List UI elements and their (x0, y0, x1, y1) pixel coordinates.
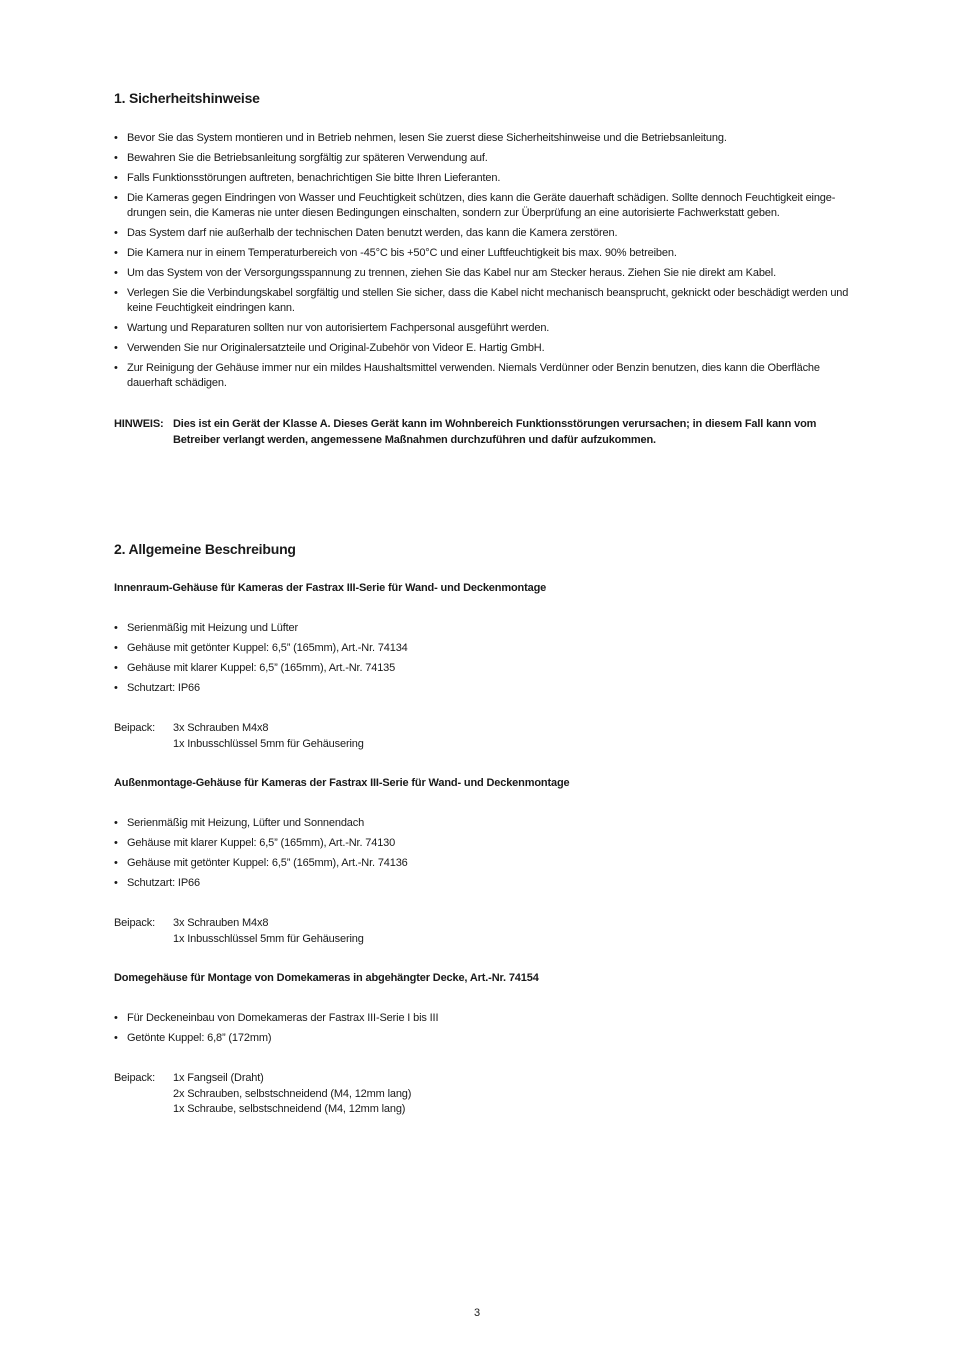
outdoor-housing-features (114, 816, 854, 896)
list-item: • Gehäuse mit klarer Kuppel: 6,5” (165mm), Art.-Nr. 74135 (114, 661, 854, 676)
list-item: • Getönte Kuppel: 6,8” (172mm) (114, 1031, 854, 1046)
package-line: 1x Inbusschlüssel 5mm für Gehäusering (173, 932, 364, 945)
dome-housing-package (114, 1071, 411, 1118)
list-item: • Zur Reinigung der Gehäuse immer nur ein mildes Haushaltsmittel verwenden. Niemals Verdünner oder Benzin benutzen, dies kann die Oberfläche dauerhaft schädigen. (114, 361, 854, 391)
list-item: • Verwenden Sie nur Originalersatzteile und Original-Zubehör von Videor E. Hartig GmbH. (114, 341, 854, 356)
list-item: • Gehäuse mit getönter Kuppel: 6,5” (165mm), Art.-Nr. 74134 (114, 641, 854, 656)
section-1-title: 1. Sicherheitshinweise (114, 90, 260, 106)
list-item: • Um das System von der Versorgungsspannung zu trennen, ziehen Sie das Kabel nur am Stecker heraus. Ziehen Sie nie direkt am Kabel. (114, 266, 854, 281)
list-item: • Gehäuse mit klarer Kuppel: 6,5” (165mm), Art.-Nr. 74130 (114, 836, 854, 851)
list-item: • Für Deckeneinbau von Domekameras der Fastrax III-Serie I bis III (114, 1011, 854, 1026)
package-line: 1x Schraube, selbstschneidend (M4, 12mm lang) (173, 1103, 406, 1115)
list-item: • Wartung und Reparaturen sollten nur von autorisiertem Fachpersonal ausgeführt werden. (114, 321, 854, 336)
indoor-housing-heading: Innenraum-Gehäuse für Kameras der Fastrax III-Serie für Wand- und Deckenmontage (114, 582, 547, 594)
list-item: • Verlegen Sie die Verbindungskabel sorgfältig und stellen Sie sicher, dass die Kabel nicht mechanisch beansprucht, geknickt oder beschädigt werden und keine Feuchtigkeit eindringen kann. (114, 286, 854, 316)
indoor-housing-features (114, 621, 854, 701)
package-line: 1x Inbusschlüssel 5mm für Gehäusering (173, 737, 364, 750)
package-line: 1x Fangseil (Draht) (173, 1072, 264, 1084)
list-item: • Serienmäßig mit Heizung, Lüfter und Sonnendach (114, 816, 854, 831)
list-item: • Das System darf nie außerhalb der technischen Daten benutzt werden, das kann die Kamera zerstören. (114, 226, 854, 241)
outdoor-housing-heading: Außenmontage-Gehäuse für Kameras der Fastrax III-Serie für Wand- und Deckenmontage (114, 777, 570, 789)
indoor-housing-package (114, 721, 364, 752)
safety-bullet-list (114, 131, 854, 396)
package-line: 2x Schrauben, selbstschneidend (M4, 12mm lang) (173, 1087, 412, 1100)
package-line: 3x Schrauben M4x8 (173, 917, 269, 929)
list-item: • Die Kamera nur in einem Temperaturbereich von -45°C bis +50°C und einer Luftfeuchtigkeit bis max. 90% betreiben. (114, 246, 854, 261)
notice-label: HINWEIS: (114, 418, 164, 430)
class-a-notice (114, 416, 864, 448)
package-label: Beipack: (114, 722, 155, 734)
list-item: • Bevor Sie das System montieren und in Betrieb nehmen, lesen Sie zuerst diese Sicherheitshinweise und die Betriebsanleitung. (114, 131, 854, 146)
list-item: • Die Kameras gegen Eindringen von Wasser und Feuchtigkeit schützen, dies kann die Geräte dauerhaft schädigen. Sollte dennoch Feuchtigkeit einge-drungen sein, die Kameras nie unter diesen Bedingungen einschalten, sondern zur Überprüfung an eine autorisierte Fachwerkstatt geben. (114, 191, 854, 221)
list-item: • Schutzart: IP66 (114, 681, 854, 696)
section-2-title: 2. Allgemeine Beschreibung (114, 541, 296, 557)
outdoor-housing-package (114, 916, 364, 947)
list-item: • Serienmäßig mit Heizung und Lüfter (114, 621, 854, 636)
package-label: Beipack: (114, 1072, 155, 1084)
page-number: 3 (473, 1307, 481, 1319)
list-item: • Bewahren Sie die Betriebsanleitung sorgfältig zur späteren Verwendung auf. (114, 151, 854, 166)
list-item: • Falls Funktionsstörungen auftreten, benachrichtigen Sie bitte Ihren Lieferanten. (114, 171, 854, 186)
dome-housing-heading: Domegehäuse für Montage von Domekameras in abgehängter Decke, Art.-Nr. 74154 (114, 972, 539, 984)
package-line: 3x Schrauben M4x8 (173, 722, 269, 734)
package-label: Beipack: (114, 917, 155, 929)
notice-text: Dies ist ein Gerät der Klasse A. Dieses Gerät kann im Wohnbereich Funktionsstörungen verursachen; in diesem Fall kann vom Betreiber verlangt werden, angemessene Maßnahmen durchzuführen und dafür aufzukommen. (173, 418, 817, 446)
list-item: • Gehäuse mit getönter Kuppel: 6,5” (165mm), Art.-Nr. 74136 (114, 856, 854, 871)
list-item: • Schutzart: IP66 (114, 876, 854, 891)
dome-housing-features (114, 1011, 854, 1051)
